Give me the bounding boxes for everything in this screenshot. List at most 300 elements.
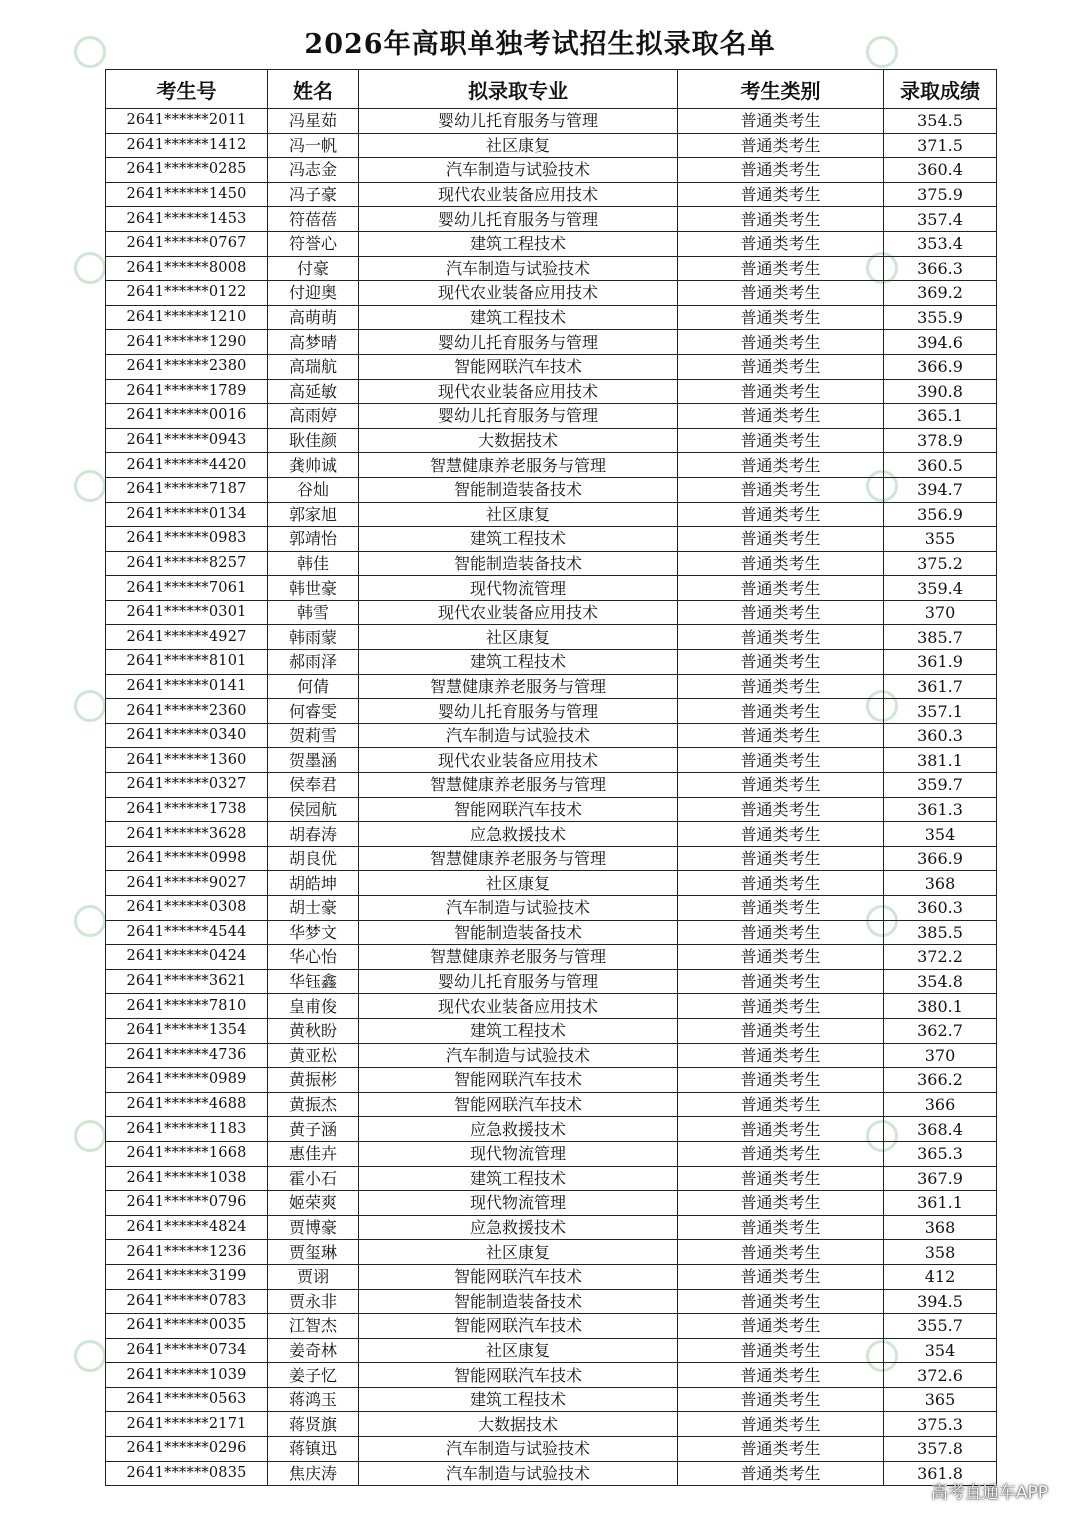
watermark-seal-icon	[74, 252, 106, 284]
cell-major: 智能网联汽车技术	[359, 1314, 678, 1339]
cell-score: 366	[884, 1092, 997, 1117]
cell-score: 354.8	[884, 969, 997, 994]
cell-score: 372.2	[884, 945, 997, 970]
table-row	[106, 1018, 997, 1043]
cell-exam-id: 2641******0308	[106, 896, 268, 921]
cell-major: 汽车制造与试验技术	[359, 723, 678, 748]
cell-score: 361.1	[884, 1191, 997, 1216]
table-row	[106, 1412, 997, 1437]
header-name: 姓名	[268, 70, 359, 109]
cell-score: 354	[884, 822, 997, 847]
cell-major: 汽车制造与试验技术	[359, 256, 678, 281]
cell-name: 胡士豪	[268, 896, 359, 921]
table-header-row	[106, 70, 997, 109]
cell-category: 普通类考生	[678, 109, 884, 134]
cell-major: 婴幼儿托育服务与管理	[359, 207, 678, 232]
cell-major: 应急救援技术	[359, 822, 678, 847]
cell-score: 360.3	[884, 896, 997, 921]
cell-name: 符蓓蓓	[268, 207, 359, 232]
cell-name: 姜子忆	[268, 1363, 359, 1388]
cell-name: 高瑞航	[268, 354, 359, 379]
table-row	[106, 1191, 997, 1216]
cell-exam-id: 2641******4420	[106, 453, 268, 478]
cell-category: 普通类考生	[678, 674, 884, 699]
cell-name: 韩佳	[268, 551, 359, 576]
cell-category: 普通类考生	[678, 1363, 884, 1388]
cell-score: 370	[884, 1043, 997, 1068]
cell-major: 智能网联汽车技术	[359, 1363, 678, 1388]
cell-exam-id: 2641******0035	[106, 1314, 268, 1339]
cell-exam-id: 2641******0796	[106, 1191, 268, 1216]
cell-exam-id: 2641******8257	[106, 551, 268, 576]
cell-exam-id: 2641******1038	[106, 1166, 268, 1191]
cell-name: 江智杰	[268, 1314, 359, 1339]
table-row	[106, 1117, 997, 1142]
cell-category: 普通类考生	[678, 723, 884, 748]
cell-category: 普通类考生	[678, 133, 884, 158]
table-row	[106, 748, 997, 773]
header-exam-id: 考生号	[106, 70, 268, 109]
cell-exam-id: 2641******0141	[106, 674, 268, 699]
cell-score: 360.5	[884, 453, 997, 478]
table-row	[106, 1264, 997, 1289]
cell-major: 智能网联汽车技术	[359, 1092, 678, 1117]
cell-name: 黄亚松	[268, 1043, 359, 1068]
cell-category: 普通类考生	[678, 354, 884, 379]
cell-name: 胡良优	[268, 846, 359, 871]
cell-major: 社区康复	[359, 625, 678, 650]
cell-exam-id: 2641******0767	[106, 231, 268, 256]
cell-category: 普通类考生	[678, 797, 884, 822]
cell-score: 357.1	[884, 699, 997, 724]
header-major: 拟录取专业	[359, 70, 678, 109]
cell-category: 普通类考生	[678, 1314, 884, 1339]
cell-major: 社区康复	[359, 502, 678, 527]
cell-exam-id: 2641******7061	[106, 576, 268, 601]
cell-score: 355.9	[884, 305, 997, 330]
cell-major: 建筑工程技术	[359, 231, 678, 256]
cell-score: 366.2	[884, 1068, 997, 1093]
cell-category: 普通类考生	[678, 256, 884, 281]
cell-name: 贾诩	[268, 1264, 359, 1289]
cell-name: 霍小石	[268, 1166, 359, 1191]
cell-exam-id: 2641******0998	[106, 846, 268, 871]
cell-name: 黄振杰	[268, 1092, 359, 1117]
cell-major: 现代农业装备应用技术	[359, 994, 678, 1019]
cell-major: 智能网联汽车技术	[359, 1264, 678, 1289]
cell-major: 现代农业装备应用技术	[359, 182, 678, 207]
cell-major: 智慧健康养老服务与管理	[359, 453, 678, 478]
table-row	[106, 1043, 997, 1068]
cell-major: 大数据技术	[359, 1412, 678, 1437]
cell-exam-id: 2641******3628	[106, 822, 268, 847]
cell-name: 贾永非	[268, 1289, 359, 1314]
cell-name: 华心怡	[268, 945, 359, 970]
cell-exam-id: 2641******0340	[106, 723, 268, 748]
cell-score: 353.4	[884, 231, 997, 256]
table-row	[106, 1289, 997, 1314]
cell-major: 社区康复	[359, 1240, 678, 1265]
watermark-seal-icon	[74, 470, 106, 502]
cell-exam-id: 2641******1668	[106, 1141, 268, 1166]
cell-exam-id: 2641******9027	[106, 871, 268, 896]
cell-exam-id: 2641******1450	[106, 182, 268, 207]
cell-name: 蒋鸿玉	[268, 1387, 359, 1412]
cell-name: 付迎奥	[268, 281, 359, 306]
cell-score: 355	[884, 527, 997, 552]
table-row	[106, 158, 997, 183]
cell-category: 普通类考生	[678, 748, 884, 773]
cell-category: 普通类考生	[678, 1068, 884, 1093]
cell-exam-id: 2641******3199	[106, 1264, 268, 1289]
cell-name: 皇甫俊	[268, 994, 359, 1019]
cell-exam-id: 2641******7810	[106, 994, 268, 1019]
cell-score: 359.7	[884, 773, 997, 798]
table-row	[106, 453, 997, 478]
cell-exam-id: 2641******0301	[106, 600, 268, 625]
cell-category: 普通类考生	[678, 1387, 884, 1412]
cell-name: 高萌萌	[268, 305, 359, 330]
cell-name: 郭家旭	[268, 502, 359, 527]
cell-score: 380.1	[884, 994, 997, 1019]
table-row	[106, 969, 997, 994]
cell-score: 412	[884, 1264, 997, 1289]
table-row	[106, 502, 997, 527]
cell-category: 普通类考生	[678, 281, 884, 306]
cell-exam-id: 2641******8101	[106, 650, 268, 675]
cell-major: 汽车制造与试验技术	[359, 896, 678, 921]
cell-name: 胡春涛	[268, 822, 359, 847]
cell-name: 高梦晴	[268, 330, 359, 355]
cell-score: 375.9	[884, 182, 997, 207]
cell-score: 394.5	[884, 1289, 997, 1314]
cell-score: 365.3	[884, 1141, 997, 1166]
app-brand-watermark: 高考直通车APP	[930, 1483, 1048, 1503]
table-row	[106, 1141, 997, 1166]
cell-score: 366.3	[884, 256, 997, 281]
cell-major: 应急救援技术	[359, 1215, 678, 1240]
table-row	[106, 527, 997, 552]
cell-score: 359.4	[884, 576, 997, 601]
cell-name: 侯园航	[268, 797, 359, 822]
cell-major: 现代物流管理	[359, 1141, 678, 1166]
cell-score: 354	[884, 1338, 997, 1363]
cell-score: 361.8	[884, 1461, 997, 1486]
cell-name: 韩雪	[268, 600, 359, 625]
cell-category: 普通类考生	[678, 576, 884, 601]
cell-exam-id: 2641******0296	[106, 1437, 268, 1462]
cell-name: 谷灿	[268, 477, 359, 502]
cell-category: 普通类考生	[678, 1215, 884, 1240]
cell-exam-id: 2641******0989	[106, 1068, 268, 1093]
table-row	[106, 281, 997, 306]
table-row	[106, 330, 997, 355]
table-row	[106, 1215, 997, 1240]
table-row	[106, 625, 997, 650]
cell-score: 368.4	[884, 1117, 997, 1142]
cell-score: 365	[884, 1387, 997, 1412]
header-category: 考生类别	[678, 70, 884, 109]
cell-category: 普通类考生	[678, 1264, 884, 1289]
cell-major: 智慧健康养老服务与管理	[359, 674, 678, 699]
cell-exam-id: 2641******0563	[106, 1387, 268, 1412]
cell-major: 智能网联汽车技术	[359, 354, 678, 379]
table-row	[106, 699, 997, 724]
table-row	[106, 1363, 997, 1388]
cell-score: 365.1	[884, 404, 997, 429]
cell-name: 胡皓坤	[268, 871, 359, 896]
table-row	[106, 1338, 997, 1363]
table-row	[106, 305, 997, 330]
admission-table	[105, 69, 997, 1486]
cell-major: 婴幼儿托育服务与管理	[359, 330, 678, 355]
cell-exam-id: 2641******0134	[106, 502, 268, 527]
cell-category: 普通类考生	[678, 404, 884, 429]
cell-category: 普通类考生	[678, 182, 884, 207]
cell-category: 普通类考生	[678, 1437, 884, 1462]
cell-exam-id: 2641******1738	[106, 797, 268, 822]
cell-name: 惠佳卉	[268, 1141, 359, 1166]
header-score: 录取成绩	[884, 70, 997, 109]
table-row	[106, 674, 997, 699]
cell-category: 普通类考生	[678, 477, 884, 502]
table-row	[106, 994, 997, 1019]
cell-category: 普通类考生	[678, 600, 884, 625]
cell-exam-id: 2641******8008	[106, 256, 268, 281]
cell-category: 普通类考生	[678, 1117, 884, 1142]
cell-exam-id: 2641******0424	[106, 945, 268, 970]
cell-score: 367.9	[884, 1166, 997, 1191]
cell-major: 汽车制造与试验技术	[359, 1437, 678, 1462]
cell-category: 普通类考生	[678, 846, 884, 871]
cell-score: 394.6	[884, 330, 997, 355]
cell-exam-id: 2641******1290	[106, 330, 268, 355]
cell-major: 社区康复	[359, 871, 678, 896]
cell-major: 建筑工程技术	[359, 1018, 678, 1043]
cell-major: 建筑工程技术	[359, 527, 678, 552]
cell-category: 普通类考生	[678, 428, 884, 453]
cell-name: 高延敏	[268, 379, 359, 404]
cell-score: 357.4	[884, 207, 997, 232]
cell-exam-id: 2641******2360	[106, 699, 268, 724]
cell-exam-id: 2641******2171	[106, 1412, 268, 1437]
cell-category: 普通类考生	[678, 920, 884, 945]
table-row	[106, 354, 997, 379]
cell-exam-id: 2641******4824	[106, 1215, 268, 1240]
cell-name: 韩雨蒙	[268, 625, 359, 650]
cell-exam-id: 2641******1789	[106, 379, 268, 404]
cell-major: 建筑工程技术	[359, 1387, 678, 1412]
table-row	[106, 871, 997, 896]
cell-major: 现代农业装备应用技术	[359, 748, 678, 773]
cell-major: 现代物流管理	[359, 576, 678, 601]
cell-exam-id: 2641******1354	[106, 1018, 268, 1043]
cell-name: 冯志金	[268, 158, 359, 183]
cell-category: 普通类考生	[678, 896, 884, 921]
table-row	[106, 109, 997, 134]
cell-score: 385.7	[884, 625, 997, 650]
cell-category: 普通类考生	[678, 699, 884, 724]
table-row	[106, 551, 997, 576]
cell-name: 蒋镇迅	[268, 1437, 359, 1462]
cell-score: 355.7	[884, 1314, 997, 1339]
cell-exam-id: 2641******0983	[106, 527, 268, 552]
table-row	[106, 477, 997, 502]
cell-name: 华钰鑫	[268, 969, 359, 994]
table-body	[106, 109, 997, 1486]
cell-major: 智能网联汽车技术	[359, 797, 678, 822]
table-row	[106, 1166, 997, 1191]
cell-major: 现代农业装备应用技术	[359, 281, 678, 306]
cell-score: 381.1	[884, 748, 997, 773]
cell-category: 普通类考生	[678, 969, 884, 994]
cell-major: 现代农业装备应用技术	[359, 600, 678, 625]
cell-score: 366.9	[884, 354, 997, 379]
watermark-seal-icon	[74, 690, 106, 722]
cell-category: 普通类考生	[678, 453, 884, 478]
cell-exam-id: 2641******0285	[106, 158, 268, 183]
cell-exam-id: 2641******1360	[106, 748, 268, 773]
cell-category: 普通类考生	[678, 1240, 884, 1265]
cell-category: 普通类考生	[678, 330, 884, 355]
cell-name: 贺墨涵	[268, 748, 359, 773]
cell-exam-id: 2641******0734	[106, 1338, 268, 1363]
cell-major: 婴幼儿托育服务与管理	[359, 699, 678, 724]
table-row	[106, 133, 997, 158]
cell-name: 华梦文	[268, 920, 359, 945]
table-row	[106, 773, 997, 798]
cell-category: 普通类考生	[678, 305, 884, 330]
cell-major: 汽车制造与试验技术	[359, 1461, 678, 1486]
table-row	[106, 207, 997, 232]
cell-major: 智能制造装备技术	[359, 477, 678, 502]
cell-exam-id: 2641******4736	[106, 1043, 268, 1068]
table-row	[106, 1387, 997, 1412]
cell-major: 智慧健康养老服务与管理	[359, 846, 678, 871]
cell-score: 375.3	[884, 1412, 997, 1437]
table-row	[106, 896, 997, 921]
watermark-seal-icon	[74, 1340, 106, 1372]
cell-major: 应急救援技术	[359, 1117, 678, 1142]
table-row	[106, 404, 997, 429]
table-row	[106, 231, 997, 256]
cell-exam-id: 2641******1453	[106, 207, 268, 232]
cell-name: 高雨婷	[268, 404, 359, 429]
cell-category: 普通类考生	[678, 231, 884, 256]
cell-exam-id: 2641******4927	[106, 625, 268, 650]
cell-name: 贾博豪	[268, 1215, 359, 1240]
cell-name: 何倩	[268, 674, 359, 699]
cell-major: 建筑工程技术	[359, 305, 678, 330]
table-row	[106, 1437, 997, 1462]
cell-major: 婴幼儿托育服务与管理	[359, 109, 678, 134]
cell-exam-id: 2641******3621	[106, 969, 268, 994]
table-row	[106, 600, 997, 625]
cell-major: 现代农业装备应用技术	[359, 379, 678, 404]
cell-exam-id: 2641******4688	[106, 1092, 268, 1117]
cell-score: 385.5	[884, 920, 997, 945]
cell-score: 360.4	[884, 158, 997, 183]
cell-name: 姜奇林	[268, 1338, 359, 1363]
cell-score: 358	[884, 1240, 997, 1265]
cell-name: 黄子涵	[268, 1117, 359, 1142]
cell-category: 普通类考生	[678, 379, 884, 404]
cell-name: 符誉心	[268, 231, 359, 256]
table-row	[106, 379, 997, 404]
cell-category: 普通类考生	[678, 945, 884, 970]
cell-category: 普通类考生	[678, 1412, 884, 1437]
cell-category: 普通类考生	[678, 158, 884, 183]
cell-score: 390.8	[884, 379, 997, 404]
cell-exam-id: 2641******1039	[106, 1363, 268, 1388]
cell-exam-id: 2641******0122	[106, 281, 268, 306]
cell-exam-id: 2641******2011	[106, 109, 268, 134]
cell-score: 361.7	[884, 674, 997, 699]
cell-exam-id: 2641******0783	[106, 1289, 268, 1314]
cell-category: 普通类考生	[678, 1461, 884, 1486]
cell-major: 汽车制造与试验技术	[359, 158, 678, 183]
cell-exam-id: 2641******0327	[106, 773, 268, 798]
cell-category: 普通类考生	[678, 822, 884, 847]
cell-score: 354.5	[884, 109, 997, 134]
cell-exam-id: 2641******7187	[106, 477, 268, 502]
cell-exam-id: 2641******0016	[106, 404, 268, 429]
table-row	[106, 182, 997, 207]
page-title: 2026年高职单独考试招生拟录取名单	[304, 29, 776, 60]
cell-name: 贾玺琳	[268, 1240, 359, 1265]
cell-score: 375.2	[884, 551, 997, 576]
table-row	[106, 1461, 997, 1486]
cell-major: 建筑工程技术	[359, 1166, 678, 1191]
table-row	[106, 920, 997, 945]
cell-name: 冯一帆	[268, 133, 359, 158]
cell-category: 普通类考生	[678, 1092, 884, 1117]
cell-score: 372.6	[884, 1363, 997, 1388]
cell-exam-id: 2641******1183	[106, 1117, 268, 1142]
cell-category: 普通类考生	[678, 1166, 884, 1191]
watermark-seal-icon	[74, 905, 106, 937]
cell-category: 普通类考生	[678, 773, 884, 798]
table-row	[106, 945, 997, 970]
cell-name: 焦庆涛	[268, 1461, 359, 1486]
cell-name: 冯子豪	[268, 182, 359, 207]
cell-name: 何睿雯	[268, 699, 359, 724]
cell-name: 蒋贤旗	[268, 1412, 359, 1437]
cell-major: 婴幼儿托育服务与管理	[359, 404, 678, 429]
cell-category: 普通类考生	[678, 551, 884, 576]
cell-category: 普通类考生	[678, 650, 884, 675]
cell-name: 冯星茹	[268, 109, 359, 134]
cell-name: 龚帅诚	[268, 453, 359, 478]
cell-name: 侯奉君	[268, 773, 359, 798]
cell-category: 普通类考生	[678, 1289, 884, 1314]
table-row	[106, 650, 997, 675]
cell-score: 360.3	[884, 723, 997, 748]
cell-exam-id: 2641******2380	[106, 354, 268, 379]
cell-major: 社区康复	[359, 1338, 678, 1363]
cell-exam-id: 2641******4544	[106, 920, 268, 945]
watermark-seal-icon	[74, 1120, 106, 1152]
table-row	[106, 797, 997, 822]
table-row	[106, 846, 997, 871]
cell-major: 智能网联汽车技术	[359, 1068, 678, 1093]
cell-major: 现代物流管理	[359, 1191, 678, 1216]
cell-name: 郝雨泽	[268, 650, 359, 675]
cell-major: 智能制造装备技术	[359, 1289, 678, 1314]
cell-major: 汽车制造与试验技术	[359, 1043, 678, 1068]
table-row	[106, 723, 997, 748]
cell-category: 普通类考生	[678, 207, 884, 232]
